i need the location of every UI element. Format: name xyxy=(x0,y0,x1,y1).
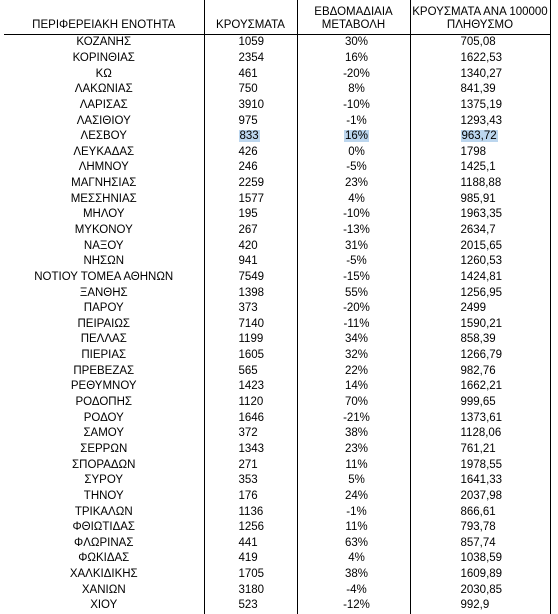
cases-cell[interactable]: 426 xyxy=(204,144,297,160)
weekly-change-cell[interactable]: 8% xyxy=(297,82,410,98)
cases-cell[interactable]: 3910 xyxy=(204,98,297,114)
cases-cell[interactable]: 420 xyxy=(204,238,297,254)
weekly-change-cell[interactable]: 24% xyxy=(297,489,410,505)
weekly-change-cell[interactable]: 11% xyxy=(297,457,410,473)
weekly-change-cell[interactable]: 4% xyxy=(297,551,410,567)
region-cell[interactable]: ΞΑΝΘΗΣ xyxy=(4,285,204,301)
cases-per-100k-cell[interactable]: 1425,1 xyxy=(410,160,550,176)
cases-cell[interactable]: 461 xyxy=(204,66,297,82)
region-cell[interactable]: ΜΗΛΟΥ xyxy=(4,207,204,223)
region-cell[interactable]: ΜΑΓΝΗΣΙΑΣ xyxy=(4,176,204,192)
weekly-change-cell[interactable]: 22% xyxy=(297,363,410,379)
cases-table xyxy=(4,0,551,614)
cases-per-100k-cell[interactable]: 1978,55 xyxy=(410,457,550,473)
weekly-change-cell[interactable]: 34% xyxy=(297,332,410,348)
cases-per-100k-cell[interactable]: 1293,43 xyxy=(410,113,550,129)
cases-cell[interactable]: 441 xyxy=(204,536,297,552)
cases-cell[interactable]: 1059 xyxy=(204,35,297,51)
weekly-change-cell[interactable]: 38% xyxy=(297,426,410,442)
weekly-change-cell[interactable]: -5% xyxy=(297,254,410,270)
cases-cell[interactable]: 2354 xyxy=(204,51,297,67)
table-row[interactable] xyxy=(4,207,550,223)
weekly-change-cell[interactable]: 23% xyxy=(297,442,410,458)
table-row[interactable] xyxy=(4,223,550,239)
weekly-change-cell[interactable]: -5% xyxy=(297,160,410,176)
region-cell[interactable]: ΝΟΤΙΟΥ ΤΟΜΕΑ ΑΘΗΝΩΝ xyxy=(4,270,204,286)
weekly-change-cell[interactable]: -12% xyxy=(297,598,410,614)
region-cell[interactable]: ΠΙΕΡΙΑΣ xyxy=(4,348,204,364)
cases-per-100k-cell[interactable]: 1798 xyxy=(410,144,550,160)
region-cell[interactable]: ΦΩΚΙΔΑΣ xyxy=(4,551,204,567)
table-row[interactable] xyxy=(4,489,550,505)
table-row[interactable] xyxy=(4,379,550,395)
table-row[interactable] xyxy=(4,395,550,411)
cases-cell[interactable]: 523 xyxy=(204,598,297,614)
cases-per-100k-cell[interactable]: 1260,53 xyxy=(410,254,550,270)
cases-cell[interactable]: 565 xyxy=(204,363,297,379)
cases-per-100k-cell[interactable]: 1424,81 xyxy=(410,270,550,286)
cases-cell[interactable]: 1398 xyxy=(204,285,297,301)
weekly-change-cell[interactable]: 31% xyxy=(297,238,410,254)
cases-per-100k-cell[interactable]: 2499 xyxy=(410,301,550,317)
cases-per-100k-cell[interactable]: 841,39 xyxy=(410,82,550,98)
table-row[interactable] xyxy=(4,442,550,458)
table-row[interactable] xyxy=(4,332,550,348)
region-cell[interactable]: ΝΗΣΩΝ xyxy=(4,254,204,270)
table-header xyxy=(4,0,550,35)
weekly-change-cell[interactable]: -11% xyxy=(297,317,410,333)
header-region: ΠΕΡΙΦΕΡΕΙΑΚΗ ΕΝΟΤΗΤΑ xyxy=(4,0,204,35)
region-cell[interactable]: ΠΕΛΛΑΣ xyxy=(4,332,204,348)
cases-cell[interactable]: 246 xyxy=(204,160,297,176)
cases-cell[interactable]: 3180 xyxy=(204,582,297,598)
region-cell[interactable]: ΧΑΛΚΙΔΙΚΗΣ xyxy=(4,567,204,583)
region-cell[interactable]: ΣΥΡΟΥ xyxy=(4,473,204,489)
table-row[interactable] xyxy=(4,536,550,552)
region-cell[interactable]: ΣΑΜΟΥ xyxy=(4,426,204,442)
weekly-change-cell[interactable]: 23% xyxy=(297,176,410,192)
cases-per-100k-cell[interactable]: 1256,95 xyxy=(410,285,550,301)
weekly-change-cell[interactable]: 4% xyxy=(297,191,410,207)
weekly-change-cell[interactable]: -20% xyxy=(297,66,410,82)
table-row[interactable] xyxy=(4,66,550,82)
cases-per-100k-cell[interactable]: 1641,33 xyxy=(410,473,550,489)
table-row[interactable] xyxy=(4,348,550,364)
cases-cell[interactable]: 372 xyxy=(204,426,297,442)
weekly-change-cell[interactable]: 5% xyxy=(297,473,410,489)
weekly-change-cell[interactable]: 30% xyxy=(297,35,410,51)
cases-per-100k-cell[interactable]: 1609,89 xyxy=(410,567,550,583)
cases-cell[interactable]: 271 xyxy=(204,457,297,473)
weekly-change-cell[interactable]: -1% xyxy=(297,504,410,520)
region-cell[interactable]: ΦΛΩΡΙΝΑΣ xyxy=(4,536,204,552)
table-body xyxy=(4,35,550,614)
table-row[interactable] xyxy=(4,238,550,254)
table-row[interactable] xyxy=(4,35,550,51)
region-cell[interactable]: ΠΡΕΒΕΖΑΣ xyxy=(4,363,204,379)
region-cell[interactable]: ΤΡΙΚΑΛΩΝ xyxy=(4,504,204,520)
weekly-change-cell[interactable]: -20% xyxy=(297,301,410,317)
region-cell[interactable]: ΛΑΚΩΝΙΑΣ xyxy=(4,82,204,98)
cases-cell[interactable]: 419 xyxy=(204,551,297,567)
region-cell[interactable]: ΡΕΘΥΜΝΟΥ xyxy=(4,379,204,395)
cases-cell[interactable]: 373 xyxy=(204,301,297,317)
cases-per-100k-cell[interactable]: 1622,53 xyxy=(410,51,550,67)
table-row[interactable] xyxy=(4,301,550,317)
cases-per-100k-cell[interactable]: 1128,06 xyxy=(410,426,550,442)
weekly-change-cell[interactable]: 32% xyxy=(297,348,410,364)
region-cell[interactable]: ΤΗΝΟΥ xyxy=(4,489,204,505)
weekly-change-cell[interactable]: -15% xyxy=(297,270,410,286)
table-row[interactable] xyxy=(4,363,550,379)
cases-cell[interactable]: 833 xyxy=(204,129,297,145)
table-row[interactable] xyxy=(4,410,550,426)
table-row[interactable] xyxy=(4,582,550,598)
table-row[interactable] xyxy=(4,270,550,286)
region-cell[interactable]: ΦΘΙΩΤΙΔΑΣ xyxy=(4,520,204,536)
region-cell[interactable]: ΛΑΣΙΘΙΟΥ xyxy=(4,113,204,129)
table-row[interactable] xyxy=(4,144,550,160)
cases-per-100k-cell[interactable]: 857,74 xyxy=(410,536,550,552)
table-row[interactable] xyxy=(4,254,550,270)
weekly-change-cell[interactable]: 11% xyxy=(297,520,410,536)
cases-per-100k-cell[interactable]: 2015,65 xyxy=(410,238,550,254)
cases-cell[interactable]: 195 xyxy=(204,207,297,223)
cases-per-100k-cell[interactable]: 982,76 xyxy=(410,363,550,379)
cases-cell[interactable]: 1199 xyxy=(204,332,297,348)
weekly-change-cell[interactable]: -13% xyxy=(297,223,410,239)
table-row[interactable] xyxy=(4,51,550,67)
cases-cell[interactable]: 1605 xyxy=(204,348,297,364)
table-row[interactable] xyxy=(4,457,550,473)
table-row[interactable] xyxy=(4,473,550,489)
cases-cell[interactable]: 7549 xyxy=(204,270,297,286)
weekly-change-cell[interactable]: 63% xyxy=(297,536,410,552)
cases-per-100k-cell[interactable]: 2037,98 xyxy=(410,489,550,505)
table-row[interactable] xyxy=(4,551,550,567)
cases-cell[interactable]: 1136 xyxy=(204,504,297,520)
table-row[interactable] xyxy=(4,426,550,442)
table-row[interactable] xyxy=(4,567,550,583)
cases-cell[interactable]: 176 xyxy=(204,489,297,505)
weekly-change-cell[interactable]: -10% xyxy=(297,207,410,223)
cases-per-100k-cell[interactable]: 705,08 xyxy=(410,35,550,51)
cases-cell[interactable]: 267 xyxy=(204,223,297,239)
region-cell[interactable]: ΝΑΞΟΥ xyxy=(4,238,204,254)
weekly-change-cell[interactable]: -10% xyxy=(297,98,410,114)
table-row[interactable] xyxy=(4,285,550,301)
table-row[interactable] xyxy=(4,317,550,333)
cases-cell[interactable]: 1256 xyxy=(204,520,297,536)
weekly-change-cell[interactable]: 0% xyxy=(297,144,410,160)
cases-per-100k-cell[interactable]: 2634,7 xyxy=(410,223,550,239)
cases-per-100k-cell[interactable]: 793,78 xyxy=(410,520,550,536)
header-cases: ΚΡΟΥΣΜΑΤΑ xyxy=(204,0,297,35)
cases-per-100k-cell[interactable]: 2030,85 xyxy=(410,582,550,598)
region-cell[interactable]: ΠΕΙΡΑΙΩΣ xyxy=(4,317,204,333)
cases-cell[interactable]: 1343 xyxy=(204,442,297,458)
cases-per-100k-cell[interactable]: 963,72 xyxy=(410,129,550,145)
cases-per-100k-cell[interactable]: 1963,35 xyxy=(410,207,550,223)
region-cell[interactable]: ΚΟΖΑΝΗΣ xyxy=(4,35,204,51)
region-cell[interactable]: ΛΕΥΚΑΔΑΣ xyxy=(4,144,204,160)
weekly-change-cell[interactable]: -4% xyxy=(297,582,410,598)
region-cell[interactable]: ΧΑΝΙΩΝ xyxy=(4,582,204,598)
table-row[interactable] xyxy=(4,520,550,536)
region-cell[interactable]: ΚΟΡΙΝΘΙΑΣ xyxy=(4,51,204,67)
region-cell[interactable]: ΠΑΡΟΥ xyxy=(4,301,204,317)
cases-per-100k-cell[interactable]: 1340,27 xyxy=(410,66,550,82)
cases-cell[interactable]: 1423 xyxy=(204,379,297,395)
table-row[interactable] xyxy=(4,82,550,98)
cases-per-100k-cell[interactable]: 999,65 xyxy=(410,395,550,411)
weekly-change-cell[interactable]: 14% xyxy=(297,379,410,395)
cases-per-100k-cell[interactable]: 1266,79 xyxy=(410,348,550,364)
table-row[interactable] xyxy=(4,598,550,614)
table-row[interactable] xyxy=(4,113,550,129)
weekly-change-cell[interactable]: 38% xyxy=(297,567,410,583)
weekly-change-cell[interactable]: 70% xyxy=(297,395,410,411)
cases-cell[interactable]: 1705 xyxy=(204,567,297,583)
weekly-change-cell[interactable]: -1% xyxy=(297,113,410,129)
cases-cell[interactable]: 941 xyxy=(204,254,297,270)
region-cell[interactable]: ΡΟΔΟΥ xyxy=(4,410,204,426)
region-cell[interactable]: ΜΕΣΣΗΝΙΑΣ xyxy=(4,191,204,207)
cases-per-100k-cell[interactable]: 1590,21 xyxy=(410,317,550,333)
weekly-change-cell[interactable]: 16% xyxy=(297,129,410,145)
cases-per-100k-cell[interactable]: 866,61 xyxy=(410,504,550,520)
cases-cell[interactable]: 1120 xyxy=(204,395,297,411)
region-cell[interactable]: ΜΥΚΟΝΟΥ xyxy=(4,223,204,239)
cases-per-100k-cell[interactable]: 1662,21 xyxy=(410,379,550,395)
table-row[interactable] xyxy=(4,191,550,207)
cases-cell[interactable]: 1577 xyxy=(204,191,297,207)
table-row[interactable] xyxy=(4,129,550,145)
table-row[interactable] xyxy=(4,504,550,520)
cases-cell[interactable]: 750 xyxy=(204,82,297,98)
header-weekly-change: ΕΒΔΟΜΑΔΙΑΙΑ ΜΕΤΑΒΟΛΗ xyxy=(297,0,410,35)
cases-per-100k-cell[interactable]: 1038,59 xyxy=(410,551,550,567)
cases-cell[interactable]: 975 xyxy=(204,113,297,129)
cases-per-100k-cell[interactable]: 1375,19 xyxy=(410,98,550,114)
cases-per-100k-cell[interactable]: 985,91 xyxy=(410,191,550,207)
weekly-change-cell[interactable]: 16% xyxy=(297,51,410,67)
cases-cell[interactable]: 353 xyxy=(204,473,297,489)
region-cell[interactable]: ΧΙΟΥ xyxy=(4,598,204,614)
region-cell[interactable]: ΡΟΔΟΠΗΣ xyxy=(4,395,204,411)
region-cell[interactable]: ΣΠΟΡΑΔΩΝ xyxy=(4,457,204,473)
table-row[interactable] xyxy=(4,98,550,114)
cases-per-100k-cell[interactable]: 1188,88 xyxy=(410,176,550,192)
region-cell[interactable]: ΣΕΡΡΩΝ xyxy=(4,442,204,458)
table-row[interactable] xyxy=(4,160,550,176)
region-cell[interactable]: ΚΩ xyxy=(4,66,204,82)
header-cases-per-100k: ΚΡΟΥΣΜΑΤΑ ΑΝΑ 100000 ΠΛΗΘΥΣΜΟ xyxy=(410,0,550,35)
cases-cell[interactable]: 2259 xyxy=(204,176,297,192)
cases-cell[interactable]: 1646 xyxy=(204,410,297,426)
region-cell[interactable]: ΛΗΜΝΟΥ xyxy=(4,160,204,176)
cases-cell[interactable]: 7140 xyxy=(204,317,297,333)
weekly-change-cell[interactable]: 55% xyxy=(297,285,410,301)
weekly-change-cell[interactable]: -21% xyxy=(297,410,410,426)
cases-per-100k-cell[interactable]: 992,9 xyxy=(410,598,550,614)
region-cell[interactable]: ΛΕΣΒΟΥ xyxy=(4,129,204,145)
cases-per-100k-cell[interactable]: 761,21 xyxy=(410,442,550,458)
cases-per-100k-cell[interactable]: 1373,61 xyxy=(410,410,550,426)
region-cell[interactable]: ΛΑΡΙΣΑΣ xyxy=(4,98,204,114)
cases-per-100k-cell[interactable]: 858,39 xyxy=(410,332,550,348)
table-row[interactable] xyxy=(4,176,550,192)
